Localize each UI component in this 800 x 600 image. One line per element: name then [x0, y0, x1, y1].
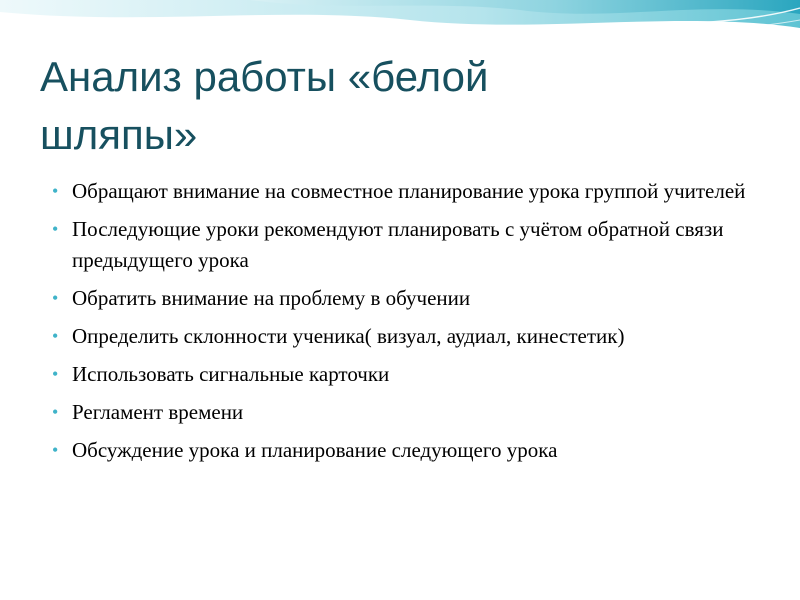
bullet-item: • Регламент времени	[52, 397, 772, 428]
bullet-item: • Определить склонности ученика( визуал, аудиал, кинестетик)	[52, 321, 772, 352]
bullet-item: • Использовать сигнальные карточки	[52, 359, 772, 390]
slide-title: Анализ работы «белой шляпы»	[40, 53, 489, 158]
bullet-item: • Обсуждение урока и планирование следующего урока	[52, 435, 772, 466]
bullet-item: • Последующие уроки рекомендуют планировать с учётом обратной связи предыдущего урока	[52, 214, 772, 276]
bullet-item: • Обратить внимание на проблему в обучении	[52, 283, 772, 314]
bullet-item: • Обращают внимание на совместное планирование урока группой учителей	[52, 176, 772, 207]
bullet-list	[52, 176, 772, 473]
